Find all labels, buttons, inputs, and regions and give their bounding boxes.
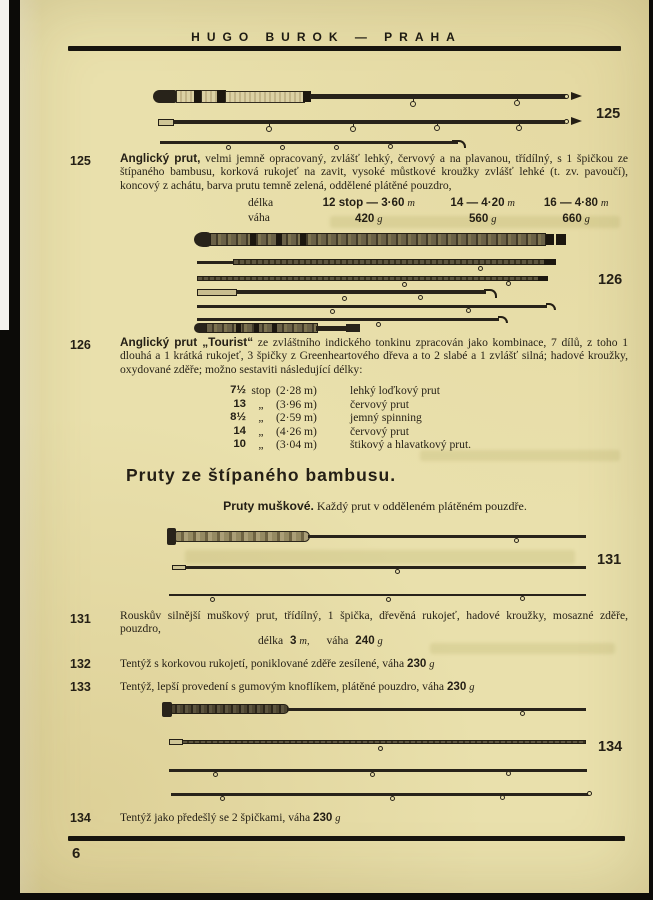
section-heading: Pruty ze štípaného bambusu. — [126, 465, 397, 485]
weight-label: váha — [248, 210, 270, 224]
item-spec-131: délka 3 m, váha 240 g — [258, 634, 383, 647]
item-number-131: 131 — [70, 612, 91, 626]
length-option-row: 10 „ (3·04 m) štikový a hlavatkový prut. — [233, 438, 472, 451]
bleedthrough-ghost — [430, 643, 615, 654]
item-description-125: Anglický prut, velmi jemně opracovaný, zvlášť lehký, červový a na plavanou, třídílný, s 1 špičkou ze štípaného bambusu, korková rukojeť na zavit, vysoké můstkové kroužky zvlášť lehké (t. zv. pavoučí), koncový z achátu, barva prutu temně zelená, oddělené plátěné pouzdro, — [120, 151, 628, 192]
spec-col: 14 — 4·20 m 560 g — [450, 196, 516, 225]
item-description-131: Rouskův silnější muškový prut, třídílný, 1 špička, dřevěná rukojeť, hadové kroužky, mosazné zděře, pouzdro, — [120, 609, 628, 636]
figure-label-125: 125 — [596, 106, 621, 122]
length-option-row: 7½ stop (2·28 m) lehký loďkový prut — [230, 384, 440, 397]
item-number-126: 126 — [70, 338, 91, 352]
scanner-edge — [0, 0, 9, 330]
bleedthrough-ghost — [185, 550, 575, 564]
length-option-row: 14 „ (4·26 m) červový prut — [233, 424, 409, 438]
length-option-row: 13 „ (3·96 m) červový prut — [233, 397, 409, 411]
figure-label-131: 131 — [597, 552, 622, 568]
length-option-row: 8½ „ (2·59 m) jemný spinning — [230, 411, 422, 424]
page-number: 6 — [72, 845, 81, 862]
footer-rule — [68, 836, 625, 841]
item-number-133: 133 — [70, 680, 91, 694]
item-lead-126: Anglický prut „Tourist“ — [120, 335, 254, 349]
section-subheading: Pruty muškové. Každý prut v odděleném plátěném pouzdře. — [223, 499, 527, 513]
header-rule — [68, 46, 621, 51]
item-description-126: Anglický prut „Tourist“ ze zvláštního indického tonkinu zpracován jako kombinace, 7 dílů, z toho 1 dlouhá a 1 krátká rukojeť, 3 špičky z Greenheartového dřeva a to 2 slabé a 1 zvlášť silná; hadové kroužky, oxydované zděře; možno sestaviti následující délky: — [120, 335, 628, 376]
item-description-133: Tentýž, lepší provedení s gumovým knoflíkem, plátěné pouzdro, váha 230 g — [120, 680, 475, 693]
item-specs-125 — [248, 196, 620, 227]
bleedthrough-ghost — [420, 450, 620, 461]
figure-label-126: 126 — [598, 272, 623, 288]
length-options-list-126 — [216, 384, 556, 452]
item-lead-125: Anglický prut, — [120, 151, 201, 165]
spec-col: 12 stop — 3·60 m 420 g — [322, 196, 415, 225]
spec-col: 16 — 4·80 m 660 g — [543, 196, 609, 225]
item-number-125: 125 — [70, 154, 91, 168]
item-description-134: Tentýž jako předešlý se 2 špičkami, váha 230 g — [120, 811, 341, 824]
length-label: délka — [248, 196, 274, 209]
figure-label-134: 134 — [598, 739, 623, 755]
item-description-132: Tentýž s korkovou rukojetí, poniklované zděře zesílené, váha 230 g — [120, 657, 435, 670]
item-number-134: 134 — [70, 811, 91, 825]
item-number-132: 132 — [70, 657, 91, 671]
page-header-title: HUGO BUROK — PRAHA — [191, 30, 462, 44]
